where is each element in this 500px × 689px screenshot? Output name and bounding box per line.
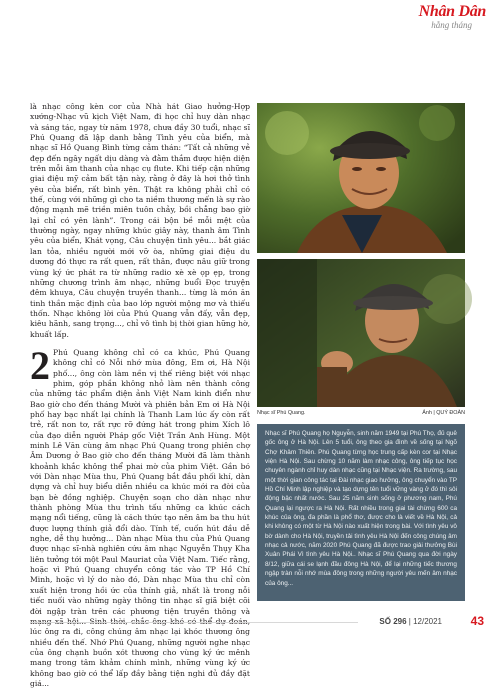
footer-rule: [30, 622, 358, 623]
portrait-photo-bottom: [257, 259, 465, 407]
caption-credit: Ảnh | QUÝ ĐOÀN: [422, 410, 465, 416]
issue-number: SỐ 296: [379, 617, 407, 626]
article-paragraph-1: là nhạc công kèn cor của Nhà hát Giao hưởng-Hợp xướng-Nhạc vũ kịch Việt Nam, đi học chỉ huy dàn nhạc và sáng tác, ngay từ năm 1978, chưa đầy 30 tuổi, nhạc sĩ Phú Quang đã lập danh bằng Tình yêu của biển, mà nhạc sĩ Hồ Quang Bình từng cảm thán: “Tất cả những vẻ đẹp đến ngây ngất dịu dàng và đằm thắm được hiện diện trên mỗi âm thanh của nhạc cụ flute. Khi tiếp cận những giai điệu mỹ cảm bất tận này, rằng ở đây là hơi thở tình yêu của biển, rất bình yên. Thật ra không phải chỉ có thế, cùng với những gì cho ta niềm thương mến là sự rào động mạnh mẽ triền miên tuôn chảy, bồi chẳng bao giờ lại chỉ có yên lành”. Trong cái bộn bề mỗi mệt của thường ngày, ngay những khúc giây này, thanh âm Tình yêu của biển, Khát vọng, Câu chuyện tình yêu... bắt giác lan tỏa, nhiều người mới vỡ òa, những giai điệu du dương đó thực ra rất quen, rất thân, được nâu giữ trong vùng ký ức phát ra từ những radio xè xè ọp ẹp, trong những chương trình âm nhạc, những buổi Đọc truyện đêm khuya, Câu chuyện truyền thanh... từng là món ăn tinh thần mặc định của bao lớp người mộng mơ và thiếu thốn. Nhạc không lời của Phú Quang vẫn đấy, vẫn đẹp, kiêu hãnh, sang trọng..., chỉ vô tình bị thời gian hững hờ, khuất lấp.: [30, 102, 250, 339]
caption-subject: Nhạc sĩ Phú Quang.: [257, 410, 306, 416]
biography-box: [257, 424, 465, 601]
issue-date: 12/2021: [413, 617, 442, 626]
issue-info: SỐ 296 | 12/2021: [379, 617, 442, 626]
page-footer: [0, 614, 500, 630]
newspaper-logo: Nhân Dân: [418, 3, 486, 20]
portrait-illustration-top: [257, 103, 465, 253]
page-number: 43: [470, 614, 484, 628]
article-body: [30, 102, 250, 689]
newspaper-subtitle: hằng tháng: [431, 20, 472, 30]
article-paragraph-2: Phú Quang không chỉ có ca khúc, Phú Quang không chỉ có Nỗi nhớ mùa đông, Em ơi, Hà Nội phố..., ông còn làm nền vị thế riêng biệt với nhạc phim, góp phần không nhỏ làm nên thành công của những tác phẩm điện ảnh Việt Nam kinh điển như Bao giờ cho đến tháng Mười và phiên bản Em ơi Hà Nội phố hay bạc nhất lại chính là Thanh Lam lúc ấy còn rất trẻ, rất non tơ, rất rực rỡ đứng hát trong phim Xích lô của đạo diễn người Pháp gốc Việt Trần Anh Hùng. Một minh Lê Văn cùng âm nhạc Phú Quang trong phiên chợ Âm Dương ở Bao giờ cho đến tháng Mười đã làm thành khoảnh khắc không thể phai mờ của phim Việt. Gần bó với Dàn nhạc Mùa thu, Phú Quang bắt đầu phối khí, dàn dựng và chỉ huy biểu diễn nhiều ca khúc mới ra đời của bạn bè đồng nghiệp. Chuyện soạn cho dàn nhạc như thành phòng Mùa thu trình tấu những ca khúc cách mạng nổi tiếng, cũng là cách thức tạo nên âm ba thu hút được lượng thính giả đổi dào. Tính tế, cuốn hút đầu dễ nghe, dễ thụ hưởng... Dàn nhạc Mùa thu của Phú Quang được nhạc sĩ-nhà nghiên cứu âm nhạc Nguyễn Thụy Kha liên tưởng tới một Paul Mauriat của Việt Nam. Tiếc rằng, hoặc vì Phú Quang chuyển công tác vào TP Hồ Chí Minh, hoặc vì lý do nào đó, Dàn nhạc Mùa thu chỉ còn xuất hiện trong hồi ức của thính giả, nhất là trong nỗi tiếc nuối vào những ngày thông tin nhạc sĩ giã biệt cõi đời ngập tràn trên các phương tiện truyền thông và lúc ông ra đi, công chúng âm nhạc lại khóc thương ông nhiều đến thế. Nhớ Phú Quang, những người nghe nhạc của ông chạnh buồn xót thương cho vùng ký ức mênh mang trong tâm khảm chính mình, những vùng ký ức không bao giờ có thể lấp đầy bằng tiện nghi đủ đầy đặt giá...: [30, 347, 250, 688]
photo-caption: [257, 409, 465, 418]
drop-cap: 2: [30, 342, 50, 388]
portrait-photo-top: [257, 103, 465, 253]
biography-text: Nhạc sĩ Phú Quang họ Nguyễn, sinh năm 1949 tại Phú Thọ, đủ quê gốc ông ở Hà Nội. Lên 5 tuổi, ông theo gia đình về sống tại Ngõ Chợ Khâm Thiên. Phú Quang từng học trung cấp kèn cor tại Nhạc viện Hà Nội. Sau chừng 10 năm làm nhạc công, ông tiếp tục học chuyên ngành chỉ huy dàn nhạc cũng tại Nhạc viện. Ra trường, sau một thời gian công tác tại Đài nhạc giao hưởng, ông chuyển vào TP Hồ Chí Minh lập nghiệp và tạo dựng tên tuổi vững vàng ở đó thì sôi động bậc nhất nước. Sau 25 năm sinh sống ở phương nam, Phú Quang lại ngược ra Hà Nội. Rất nhiều trong giai tài chừng 600 ca khúc của ông, đa phần là phổ thơ, được cho là viết về Hà Nội, cả khi không có một từ Hà Nội nào xuất hiện trong bài. Với tình yêu vô bờ dành cho Hà Nội, truyền tải tình yêu Hà Nội đến công chúng âm nhạc cả nước, năm 2020 Phú Quang đã được trao giải thưởng Bùi Xuân Phái Vì tình yêu Hà Nội.. Nhạc sĩ Phú Quang qua đời ngày 8/12, giữa cái se lạnh đầu đông Hà Nội, để lại những tiếc thương ngập tràn nỗi nhớ mùa đông trong những người yêu mến âm nhạc của ông...: [265, 430, 457, 587]
portrait-illustration-bottom: [257, 259, 465, 407]
masthead: [414, 4, 486, 34]
